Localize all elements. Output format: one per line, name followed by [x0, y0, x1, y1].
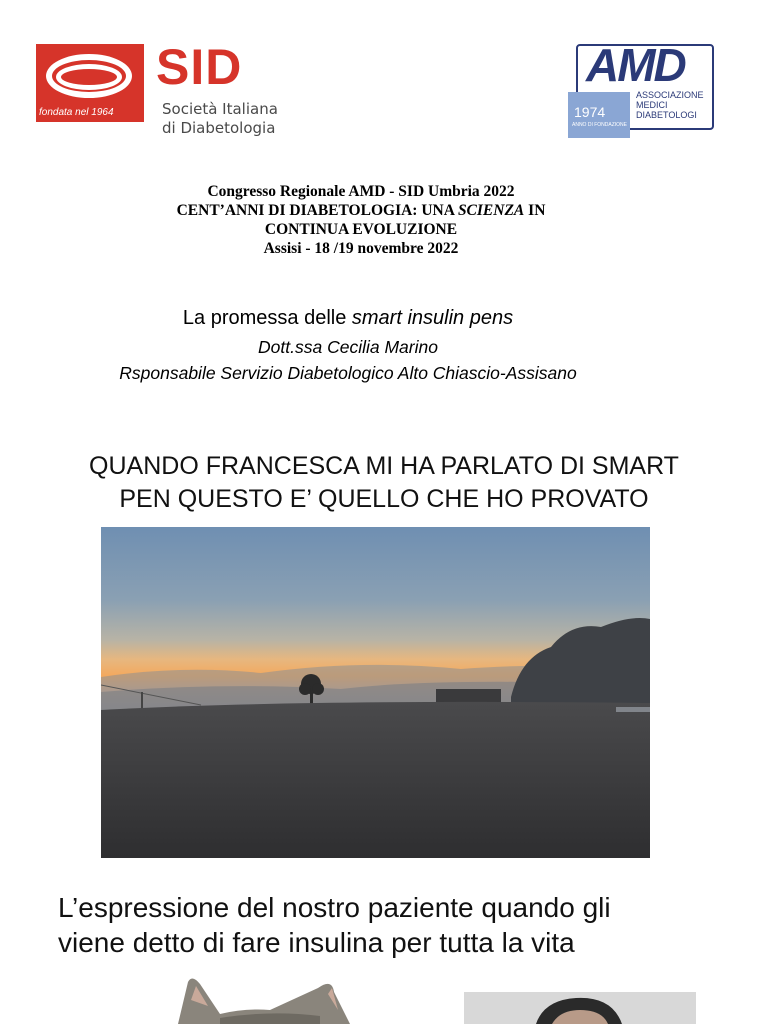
sunrise-landscape-photo — [101, 527, 650, 858]
congress-theme-line1: CENT’ANNI DI DIABETOLOGIA: UNA SCIENZA IN — [176, 202, 546, 219]
talk-title: La promessa delle smart insulin pens — [182, 307, 514, 329]
person-photo — [464, 992, 696, 1024]
amd-acronym: AMD — [586, 39, 685, 91]
talk-author-role: Rsponsabile Servizio Diabetologico Alto Chiascio-Assisano — [119, 363, 577, 383]
sid-founded-text: fondata nel 1964 — [39, 107, 114, 118]
congress-title: Congresso Regionale AMD - SID Umbria 2022 — [207, 183, 515, 200]
talk-author: Dott.ssa Cecilia Marino — [258, 337, 438, 357]
cat-photo — [70, 970, 430, 1024]
congress-date: Assisi - 18 /19 novembre 2022 — [263, 240, 459, 257]
sid-full-name: Società Italiana di Diabetologia — [162, 100, 278, 137]
section-heading: QUANDO FRANCESCA MI HA PARLATO DI SMART PEN QUESTO E’ QUELLO CHE HO PROVATO — [89, 452, 679, 513]
congress-theme-line2: CONTINUA EVOLUZIONE — [264, 221, 458, 238]
sid-acronym: SID — [156, 39, 243, 95]
congress-header — [0, 182, 722, 258]
amd-full-name: ASSOCIAZIONE MEDICI DIABETOLOGI — [636, 90, 704, 120]
amd-logo — [568, 39, 718, 140]
sid-logo — [36, 39, 281, 144]
sid-emblem — [36, 44, 144, 122]
photo-caption: L’espressione del nostro paziente quando gli viene detto di fare insulina per tutta la vita — [58, 892, 611, 958]
amd-year-caption: ANNO DI FONDAZIONE — [572, 122, 628, 128]
amd-year: 1974 — [574, 104, 606, 120]
